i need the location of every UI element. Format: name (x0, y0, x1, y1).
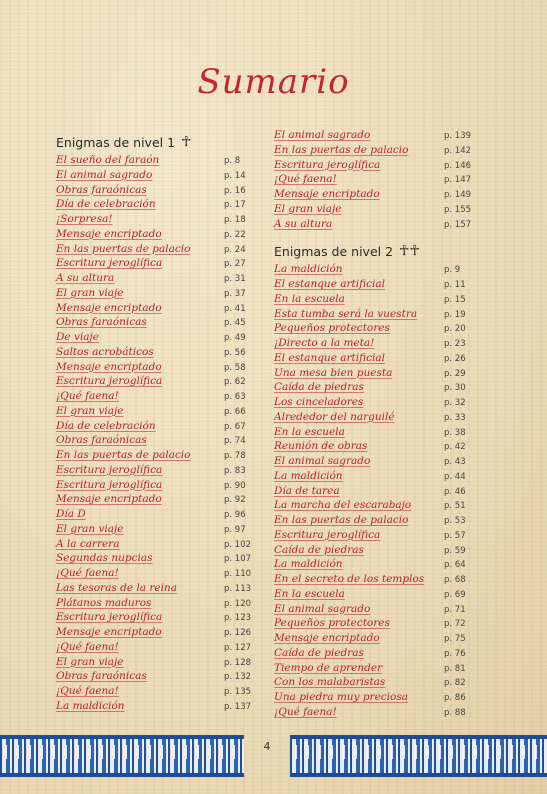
toc-entry-title: Escritura jeroglífica (56, 257, 163, 270)
toc-entry[interactable] (274, 602, 474, 617)
decorative-border-right (290, 735, 547, 777)
toc-entry-title: ¡Qué faena! (56, 685, 119, 697)
toc-entry-title: ¡Qué faena! (56, 640, 119, 653)
toc-entry-page: p. 74 (224, 436, 246, 447)
toc-entry[interactable] (56, 596, 250, 611)
toc-entry[interactable] (56, 566, 250, 581)
toc-entry-title: Escritura jeroglífica (56, 478, 163, 491)
toc-entry-title: Escritura jeroglífica (274, 158, 381, 171)
double-ankh-icon: ☥☥ (399, 243, 420, 260)
toc-entry-page: p. 11 (444, 280, 466, 290)
toc-entry[interactable] (274, 661, 474, 676)
toc-entry-page: p. 56 (224, 347, 246, 358)
toc-entry[interactable] (56, 625, 250, 640)
toc-entry-page: p. 127 (224, 642, 252, 653)
toc-entry-page: p. 67 (224, 421, 246, 432)
toc-entry[interactable] (274, 380, 474, 395)
toc-entry-page: p. 20 (444, 324, 466, 335)
right-column (274, 128, 474, 720)
toc-entry-title: Caída de piedras (274, 543, 364, 556)
toc-entry-page: p. 42 (444, 442, 466, 453)
toc-entry-page: p. 16 (224, 185, 246, 196)
toc-entry-page: p. 155 (444, 204, 472, 215)
toc-entry-title: Pequeños protectores (274, 322, 390, 335)
toc-entry-page: p. 49 (224, 333, 246, 343)
toc-entry[interactable] (56, 551, 250, 566)
toc-entry[interactable] (56, 669, 250, 684)
toc-entry-page: p. 46 (444, 486, 466, 497)
toc-entry-title: Pequeños protectores (274, 617, 390, 630)
toc-entry[interactable] (56, 168, 250, 183)
toc-entry-page: p. 32 (444, 398, 466, 408)
toc-entry[interactable] (274, 262, 474, 277)
toc-entry-title: Reunión de obras (274, 440, 368, 453)
toc-entry-title: En las puertas de palacio (56, 242, 191, 255)
toc-entry-title: Escritura jeroglífica (274, 528, 381, 541)
toc-entry[interactable] (274, 454, 474, 469)
toc-entry-title: La marcha del escarabajo (274, 499, 412, 512)
toc-entry[interactable] (56, 197, 250, 212)
toc-entry-page: p. 72 (444, 619, 466, 630)
toc-entry[interactable] (56, 374, 250, 389)
toc-entry-title: Mensaje encriptado (56, 493, 162, 506)
toc-entry-title: Escritura jeroglífica (56, 463, 163, 476)
toc-entry[interactable] (274, 646, 474, 661)
toc-entry-page: p. 59 (444, 545, 466, 556)
toc-entry-page: p. 58 (224, 362, 246, 373)
toc-entry-page: p. 86 (444, 693, 466, 703)
toc-entry[interactable] (274, 675, 474, 690)
toc-entry-title: Obras faraónicas (56, 434, 147, 447)
toc-entry-title: El estanque artificial (274, 278, 385, 290)
level2-heading (274, 240, 474, 262)
toc-entry[interactable] (274, 410, 474, 425)
toc-entry[interactable] (56, 655, 250, 670)
toc-entry[interactable] (274, 395, 474, 410)
toc-entry-page: p. 123 (224, 613, 252, 624)
toc-entry-title: Tiempo de aprender (274, 661, 383, 674)
toc-entry-page: p. 68 (444, 575, 466, 585)
toc-entry[interactable] (274, 366, 474, 381)
toc-entry-title: Obras faraónicas (56, 670, 147, 683)
toc-entry-page: p. 96 (224, 510, 246, 520)
toc-entry-page: p. 81 (444, 663, 466, 674)
toc-entry-title: ¡Qué faena! (56, 567, 119, 579)
toc-entry[interactable] (274, 158, 474, 173)
toc-entry[interactable] (274, 469, 474, 484)
level2-list (274, 262, 474, 719)
toc-entry[interactable] (274, 321, 474, 336)
toc-entry-page: p. 22 (224, 229, 246, 240)
toc-entry-page: p. 33 (444, 412, 466, 423)
toc-entry[interactable] (274, 498, 474, 513)
toc-entry[interactable] (56, 360, 250, 375)
toc-entry-title: La maldición (56, 699, 125, 712)
toc-entry-title: De viaje (56, 331, 99, 343)
toc-entry-title: Día de celebración (56, 198, 156, 211)
toc-entry[interactable] (56, 227, 250, 242)
toc-entry-title: El animal sagrado (56, 168, 153, 181)
toc-entry-title: La maldición (274, 263, 343, 276)
toc-entry-title: Una piedra muy preciosa (274, 691, 408, 703)
toc-entry[interactable] (274, 557, 474, 572)
toc-entry-page: p. 147 (444, 175, 472, 186)
toc-entry-page: p. 19 (444, 309, 466, 320)
ankh-icon: ☥ (181, 134, 192, 150)
toc-entry-title: ¡Qué faena! (56, 390, 119, 402)
toc-entry-page: p. 14 (224, 170, 246, 181)
toc-entry[interactable] (56, 212, 250, 227)
toc-entry-title: El animal sagrado (274, 129, 371, 141)
toc-entry-page: p. 126 (224, 628, 252, 638)
toc-entry-title: Escritura jeroglífica (56, 611, 163, 624)
toc-entry-page: p. 110 (224, 569, 252, 579)
toc-entry-title: Los cinceladores (274, 396, 364, 408)
toc-entry[interactable] (56, 507, 250, 522)
toc-entry-title: Alrededor del narguilé (274, 410, 395, 423)
toc-entry-page: p. 44 (444, 471, 466, 482)
toc-entry[interactable] (56, 492, 250, 507)
page-number: 4 (263, 740, 271, 753)
toc-entry-page: p. 78 (224, 451, 246, 461)
toc-entry-title: El gran viaje (56, 655, 124, 668)
toc-entry[interactable] (274, 572, 474, 587)
toc-entry-page: p. 76 (444, 648, 466, 659)
toc-entry-page: p. 17 (224, 200, 246, 211)
toc-entry-title: En las puertas de palacio (274, 514, 409, 526)
toc-entry[interactable] (56, 433, 250, 448)
toc-entry-title: Escritura jeroglífica (56, 375, 163, 388)
toc-entry-page: p. 139 (444, 131, 472, 141)
toc-entry-page: p. 107 (224, 554, 252, 565)
decorative-border-left (0, 735, 244, 777)
toc-entry-title: Día de tarea (274, 484, 340, 497)
toc-entry-title: El gran viaje (56, 286, 124, 299)
toc-entry-page: p. 57 (444, 530, 466, 541)
toc-entry-page: p. 64 (444, 560, 466, 571)
toc-entry-title: Plátanos maduros (56, 596, 152, 609)
toc-entry[interactable] (274, 307, 474, 322)
toc-entry-title: Día D (56, 508, 86, 520)
toc-entry-title: El gran viaje (56, 522, 124, 535)
toc-entry-title: Mensaje encriptado (56, 626, 162, 638)
toc-entry-page: p. 23 (444, 339, 466, 349)
toc-entry-page: p. 66 (224, 406, 246, 417)
toc-entry-title: El gran viaje (56, 404, 124, 417)
toc-entry[interactable] (56, 183, 250, 198)
toc-entry[interactable] (56, 448, 250, 463)
toc-entry-page: p. 43 (444, 457, 466, 467)
toc-entry-page: p. 45 (224, 318, 246, 329)
toc-entry[interactable] (274, 351, 474, 366)
toc-entry-title: En el secreto de los templos (274, 573, 425, 585)
toc-entry[interactable] (56, 419, 250, 434)
toc-entry-title: A la carrera (56, 537, 120, 550)
toc-entry-title: Segundas nupcias (56, 552, 153, 565)
toc-entry[interactable] (274, 587, 474, 602)
toc-entry[interactable] (274, 292, 474, 307)
toc-entry[interactable] (274, 690, 474, 705)
toc-entry[interactable] (56, 389, 250, 404)
toc-entry[interactable] (274, 336, 474, 351)
toc-entry-page: p. 69 (444, 589, 466, 600)
toc-entry-page: p. 102 (224, 539, 252, 550)
toc-entry-page: p. 146 (444, 160, 472, 171)
toc-entry[interactable] (274, 439, 474, 454)
toc-entry[interactable] (56, 271, 250, 286)
toc-entry-page: p. 82 (444, 678, 466, 689)
toc-entry-page: p. 27 (224, 259, 246, 270)
toc-entry[interactable] (274, 187, 474, 202)
toc-entry-title: El animal sagrado (274, 602, 371, 615)
toc-entry-title: Una mesa bien puesta (274, 366, 393, 379)
toc-entry-page: p. 113 (224, 583, 252, 594)
toc-entry-title: En las puertas de palacio (274, 143, 409, 156)
toc-entry[interactable] (56, 581, 250, 596)
toc-entry-title: En la escuela (274, 292, 345, 305)
toc-entry-page: p. 83 (224, 465, 246, 476)
toc-entry-page: p. 128 (224, 657, 252, 668)
toc-entry-title: El sueño del faraón (56, 154, 160, 166)
toc-entry-title: Mensaje encriptado (274, 632, 380, 644)
toc-entry[interactable] (56, 256, 250, 271)
toc-entry-title: En la escuela (274, 425, 345, 438)
toc-entry[interactable] (56, 286, 250, 301)
toc-entry-page: p. 53 (444, 516, 466, 526)
toc-entry-title: ¡Qué faena! (274, 705, 337, 718)
toc-entry-title: Caída de piedras (274, 646, 364, 659)
toc-entry-title: ¡Qué faena! (274, 173, 337, 186)
toc-entry-title: El estanque artificial (274, 351, 385, 364)
toc-entry[interactable] (56, 463, 250, 478)
toc-entry-page: p. 9 (444, 265, 461, 276)
toc-entry[interactable] (274, 543, 474, 558)
toc-entry-page: p. 31 (224, 274, 246, 284)
toc-entry-title: A su altura (56, 272, 115, 284)
toc-entry-title: En la escuela (274, 587, 345, 600)
toc-entry-title: Mensaje encriptado (274, 188, 380, 200)
toc-entry[interactable] (274, 631, 474, 646)
level1-list (56, 153, 250, 714)
toc-entry-page: p. 135 (224, 687, 252, 697)
toc-entry[interactable] (274, 277, 474, 292)
toc-entry-title: El animal sagrado (274, 455, 371, 467)
toc-entry-page: p. 8 (224, 156, 241, 166)
toc-entry[interactable] (274, 128, 474, 143)
toc-entry-page: p. 24 (224, 244, 246, 255)
toc-entry-title: A su altura (274, 217, 333, 230)
toc-entry-page: p. 38 (444, 427, 466, 438)
toc-entry[interactable] (56, 684, 250, 699)
toc-entry[interactable] (274, 528, 474, 543)
toc-entry-page: p. 37 (224, 288, 246, 299)
toc-entry-title: Saltos acrobáticos (56, 345, 154, 358)
toc-entry-title: Mensaje encriptado (56, 301, 162, 314)
toc-entry-title: Día de celebración (56, 419, 156, 432)
toc-entry-title: Mensaje encriptado (56, 227, 162, 240)
toc-entry-page: p. 92 (224, 495, 246, 506)
toc-entry[interactable] (56, 699, 250, 714)
toc-entry-title: Obras faraónicas (56, 316, 147, 329)
toc-entry[interactable] (274, 425, 474, 440)
toc-entry[interactable] (56, 330, 250, 345)
page-title: Sumario (197, 62, 350, 102)
toc-entry-title: ¡Sorpresa! (56, 213, 113, 225)
toc-entry-title: Esta tumba será la vuestra (274, 307, 418, 320)
toc-entry[interactable] (56, 301, 250, 316)
toc-entry[interactable] (274, 616, 474, 631)
toc-entry-page: p. 90 (224, 480, 246, 491)
toc-entry[interactable] (56, 153, 250, 168)
toc-entry-title: Obras faraónicas (56, 183, 147, 196)
toc-entry-page: p. 30 (444, 383, 466, 394)
toc-entry[interactable] (274, 705, 474, 720)
toc-entry-page: p. 120 (224, 598, 252, 609)
toc-entry-page: p. 149 (444, 190, 472, 200)
toc-entry-page: p. 157 (444, 219, 472, 230)
toc-entry-page: p. 63 (224, 392, 246, 402)
toc-entry[interactable] (56, 242, 250, 257)
level1-continued-list (274, 128, 474, 231)
toc-entry-title: La maldición (274, 558, 343, 571)
level1-heading-label: Enigmas de nivel 1 (56, 134, 176, 150)
toc-entry-title: ¡Directo a la meta! (274, 337, 375, 349)
toc-entry[interactable] (274, 484, 474, 499)
toc-entry[interactable] (56, 478, 250, 493)
toc-entry-page: p. 88 (444, 707, 466, 718)
toc-entry-title: La maldición (274, 469, 343, 482)
toc-entry-page: p. 62 (224, 377, 246, 388)
toc-entry-title: En las puertas de palacio (56, 449, 191, 461)
toc-entry-page: p. 51 (444, 501, 466, 512)
toc-entry[interactable] (56, 522, 250, 537)
toc-entry-title: Con los malabaristas (274, 676, 386, 689)
toc-entry-page: p. 18 (224, 215, 246, 225)
toc-entry[interactable] (274, 172, 474, 187)
toc-entry-page: p. 97 (224, 524, 246, 535)
toc-entry[interactable] (274, 217, 474, 232)
left-column (56, 131, 250, 714)
toc-entry-title: Las tesoras de la reina (56, 581, 177, 594)
toc-entry-title: Mensaje encriptado (56, 360, 162, 373)
level1-heading (56, 131, 250, 153)
toc-entry[interactable] (56, 345, 250, 360)
toc-entry[interactable] (56, 537, 250, 552)
toc-entry[interactable] (274, 202, 474, 217)
toc-entry[interactable] (56, 610, 250, 625)
toc-entry-page: p. 26 (444, 353, 466, 364)
toc-entry-title: Caída de piedras (274, 381, 364, 394)
level2-heading-label: Enigmas de nivel 2 (274, 243, 394, 259)
toc-entry-page: p. 29 (444, 368, 466, 379)
toc-entry-page: p. 142 (444, 145, 472, 156)
toc-entry[interactable] (274, 143, 474, 158)
toc-entry-page: p. 15 (444, 294, 466, 305)
toc-entry[interactable] (56, 315, 250, 330)
toc-entry-page: p. 132 (224, 672, 252, 683)
toc-entry[interactable] (56, 640, 250, 655)
toc-entry-page: p. 75 (444, 634, 466, 644)
toc-entry-title: El gran viaje (274, 202, 342, 215)
toc-entry-page: p. 71 (444, 604, 466, 615)
toc-entry[interactable] (56, 404, 250, 419)
toc-entry-page: p. 137 (224, 701, 252, 712)
toc-entry-page: p. 41 (224, 303, 246, 314)
toc-entry[interactable] (274, 513, 474, 528)
